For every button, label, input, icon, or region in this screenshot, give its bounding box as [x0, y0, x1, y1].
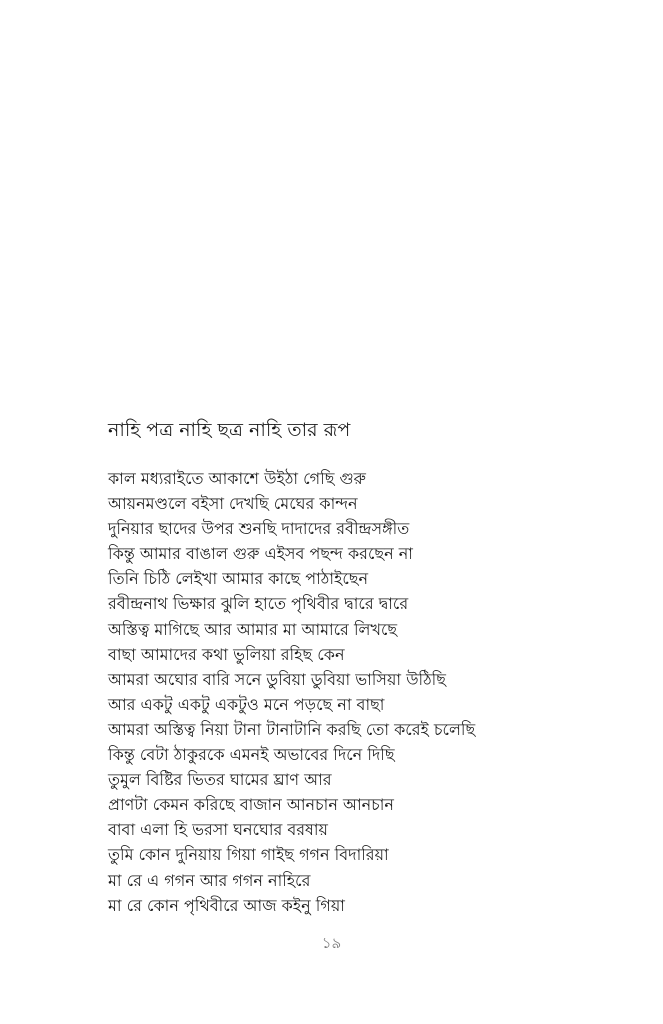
- poem-line: তুমুল বিষ্টির ভিতর ঘামের ঘ্রাণ আর: [108, 770, 332, 790]
- poem-line: কিন্তু বেটা ঠাকুরকে এমনই অভাবের দিনে দিছি: [108, 745, 395, 765]
- poem-line: কাল মধ্যরাইতে আকাশে উইঠা গেছি গুরু: [108, 469, 366, 488]
- poem-line: আমরা অস্তিত্ব নিয়া টানা টানাটানি করছি তো করেই চলেছি: [108, 719, 476, 739]
- poem-line: বাছা আমাদের কথা ভুলিয়া রহিছ কেন: [108, 644, 345, 664]
- poem-line: আমরা অঘোর বারি সনে ডুবিয়া ডুবিয়া ভাসিয়া উঠিছি: [108, 669, 446, 689]
- poem-line: রবীন্দ্রনাথ ভিক্ষার ঝুলি হাতে পৃথিবীর দ্বারে দ্বারে: [108, 594, 409, 614]
- poem-line: আর একটু একটু একটুও মনে পড়ছে না বাছা: [108, 694, 385, 714]
- poem-line: মা রে এ গগন আর গগন নাহিরে: [108, 870, 311, 890]
- poem-stanza: [108, 466, 475, 918]
- poem-line: তিনি চিঠি লেইখা আমার কাছে পাঠাইছেন: [108, 569, 369, 589]
- page-number: ১৯: [321, 934, 342, 952]
- poem-line: তুমি কোন দুনিয়ায় গিয়া গাইছ গগন বিদারিয়া: [108, 845, 389, 865]
- poem-line: বাবা এলা হি ভরসা ঘনঘোর বরষায়: [108, 820, 328, 840]
- poem-line: কিন্তু আমার বাঙাল গুরু এইসব পছন্দ করছেন না: [108, 544, 413, 564]
- poem-line: দুনিয়ার ছাদের উপর শুনছি দাদাদের রবীন্দ্রসঙ্গীত: [108, 519, 410, 539]
- poem-line: অস্তিত্ব মাগিছে আর আমার মা আমারে লিখছে: [108, 619, 398, 639]
- poem-title: নাহি পত্র নাহি ছত্র নাহি তার রূপ: [108, 419, 351, 441]
- poem-line: প্রাণটা কেমন করিছে বাজান আনচান আনচান: [108, 795, 394, 815]
- poem-line: মা রে কোন পৃথিবীরে আজ কইনু গিয়া: [108, 895, 345, 915]
- poem-line: আয়নমণ্ডলে বইসা দেখছি মেঘের কান্দন: [108, 494, 358, 514]
